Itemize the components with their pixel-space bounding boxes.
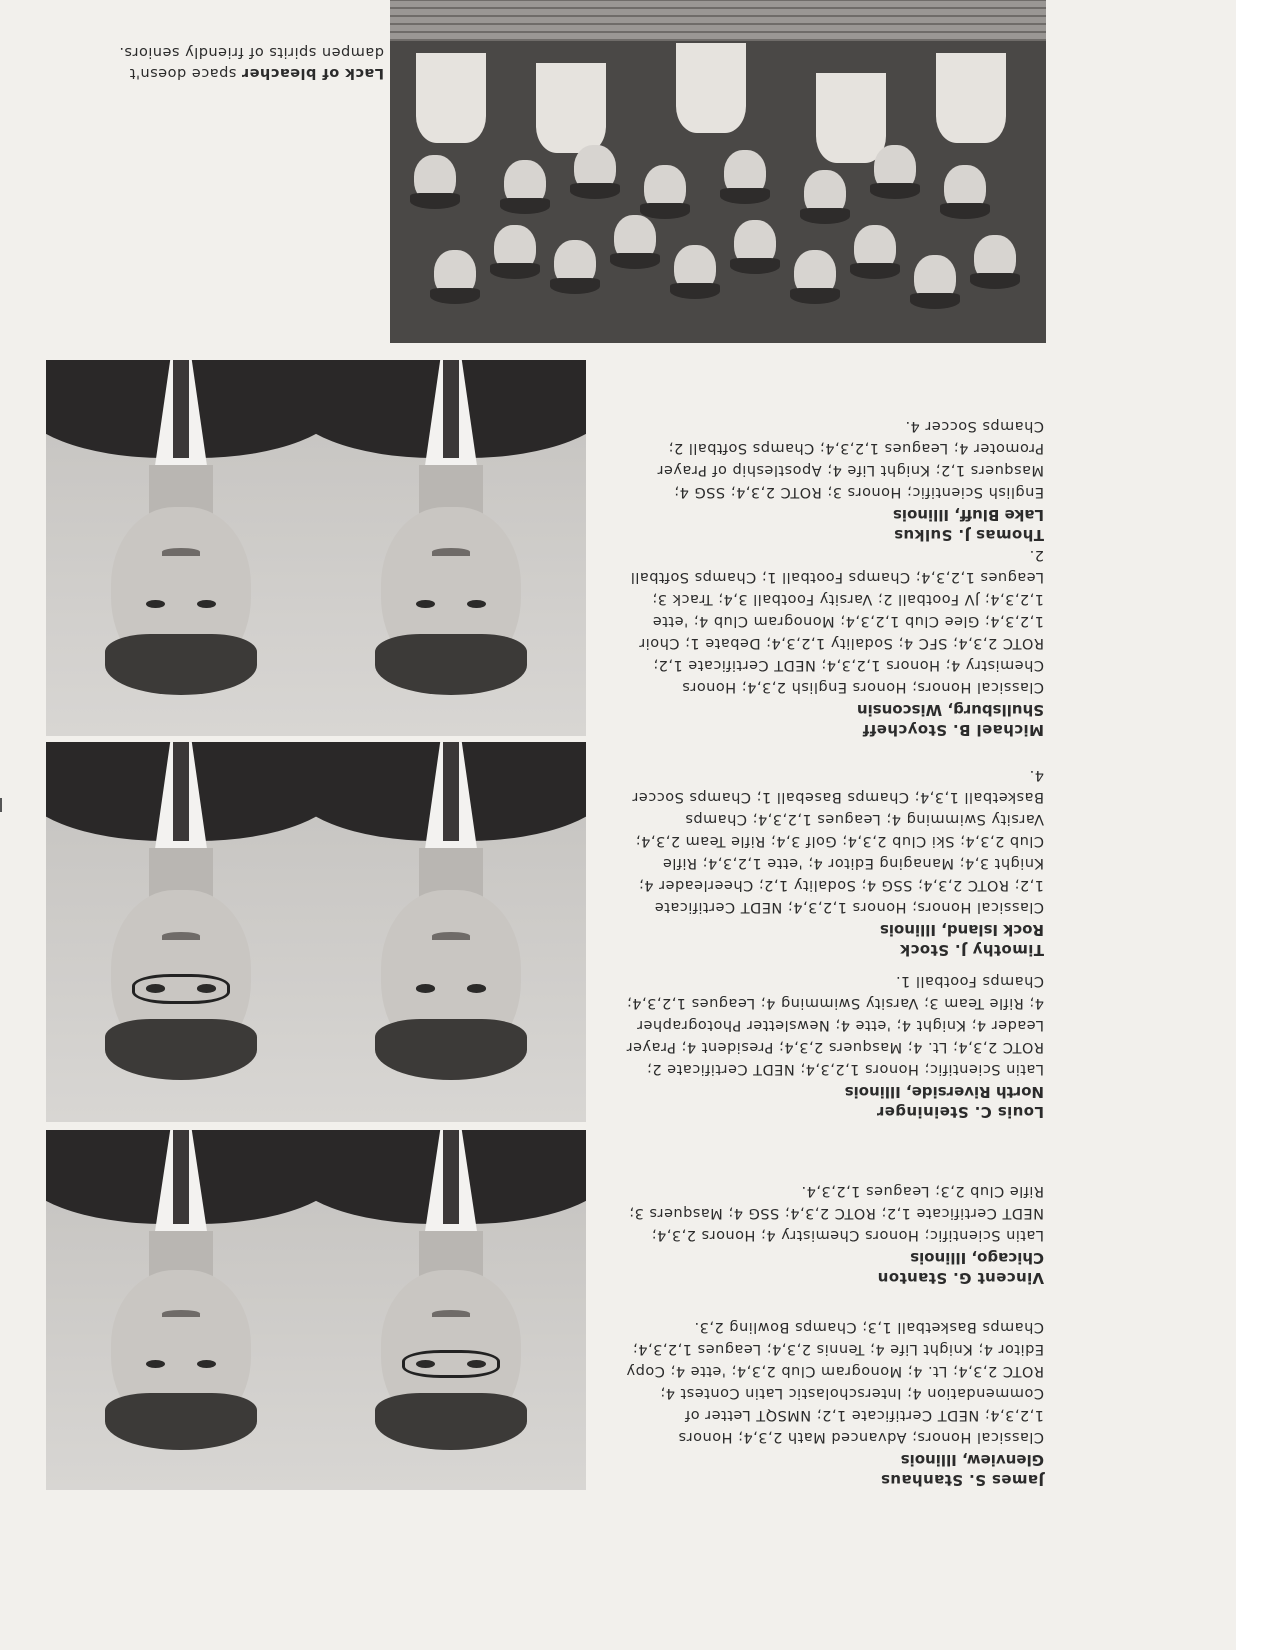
portrait-photo-stanton: [46, 1130, 316, 1490]
group-photo-caption: [74, 41, 384, 83]
senior-hometown: Chicago, Illinois: [910, 1249, 1044, 1267]
senior-bio-stanton: [624, 1180, 1044, 1288]
senior-activities: Classical Honors; Advanced Math 2,3,4; Honors 1,2,3,4; NEDT Certificate 1,2; NMSQT Letter of Commendation 4; Interscholastic Latin Contest 4; ROTC 2,3,4; Lt. 4; Monogram Club 2,3,4; 'ette 4; Copy Editor 4; Knight Life 4; Tennis 2,3,4; Leagues 1,2,3,4; Champs Basketball 1,3; Champs Bowling 2,3.: [626, 1319, 1044, 1445]
portrait-photo-stock: [46, 742, 316, 1122]
senior-bio-stock: [624, 764, 1044, 960]
margin-mark: [0, 798, 2, 812]
senior-activities: Classical Honors; Honors English 2,3,4; Honors Chemistry 4; Honors 1,2,3,4; NEDT Certificate 1,2; ROTC 2,3,4; SFC 4; Sodality 1,2,3,4; Debate 1; Choir 1,2,3,4; Glee Club 1,2,3,4; Monogram Club 4; 'ette 1,2,3,4; JV Football 2; Varsity Football 3,4; Track 3; Leagues 1,2,3,4; Champs Football 1; Champs Softball 2.: [630, 547, 1044, 695]
senior-hometown: Glenview, Illinois: [900, 1451, 1044, 1469]
senior-bio-stoycheff: [624, 544, 1044, 740]
portrait-photo-sulkus: [46, 360, 316, 736]
senior-hometown: Shullsburg, Wisconsin: [856, 701, 1044, 719]
senior-name: Michael B. Stoycheff: [862, 721, 1044, 739]
portrait-photo-steininger: [316, 742, 586, 1122]
portrait-photo-stanhaus: [316, 1130, 586, 1490]
senior-activities: Classical Honors; Honors 1,2,3,4; NEDT Certificate 1,2; ROTC 2,3,4; SSG 4; Sodality 1,2; Cheerleader 4; Knight 3,4; Managing Editor 4; 'ette 1,2,3,4; Rifle Club 2,3,4; Ski Club 2,3,4; Golf 3,4; Rifle Team 2,3,4; Varsity Swimming 4; Leagues 1,2,3,4; Champs Basketball 1,3,4; Champs Baseball 1; Champs Soccer 4.: [631, 767, 1044, 915]
senior-bio-steininger: [624, 970, 1044, 1122]
scan-edge: [1236, 0, 1274, 1650]
senior-bio-sulkus: [624, 415, 1044, 545]
caption-text: space doesn't dampen spirits of friendly seniors.: [118, 44, 384, 81]
caption-lead: Lack of bleacher: [241, 65, 384, 81]
senior-name: Thomas J. Sulkus: [893, 526, 1044, 544]
senior-activities: Latin Scientific; Honors Chemistry 4; Honors 2,3,4; NEDT Certificate 1,2; ROTC 2,3,4; SSG 4; Masquers 3; Rifle Club 2,3; Leagues 1,2,3,4.: [628, 1183, 1044, 1243]
group-photo-seniors: [390, 0, 1046, 343]
senior-name: Vincent G. Stanton: [877, 1269, 1044, 1287]
senior-hometown: North Riverside, Illinois: [844, 1083, 1044, 1101]
senior-name: James S. Stanhaus: [880, 1471, 1044, 1489]
senior-bio-stanhaus: [624, 1316, 1044, 1490]
senior-activities: Latin Scientific; Honors 1,2,3,4; NEDT Certificate 2; ROTC 2,3,4; Lt. 4; Masquers 2,3,4; President 4; Prayer Leader 4; Knight 4; 'ette 4; Newsletter Photographer 4; Rifle Team 3; Varsity Swimming 4; Leagues 1,2,3,4; Champs Football 1.: [626, 973, 1044, 1077]
senior-name: Louis C. Steininger: [876, 1103, 1044, 1121]
senior-hometown: Rock Island, Illinois: [879, 921, 1044, 939]
senior-hometown: Lake Bluff, Illinois: [892, 506, 1044, 524]
senior-activities: English Scientific; Honors 3; ROTC 2,3,4; SSG 4; Masquers 1,2; Knight Life 4; Apostleship of Prayer Promoter 4; Leagues 1,2,3,4; Champs Softball 2; Champs Soccer 4.: [657, 418, 1044, 500]
senior-name: Timothy J. Stock: [899, 941, 1044, 959]
portrait-photo-stoycheff: [316, 360, 586, 736]
